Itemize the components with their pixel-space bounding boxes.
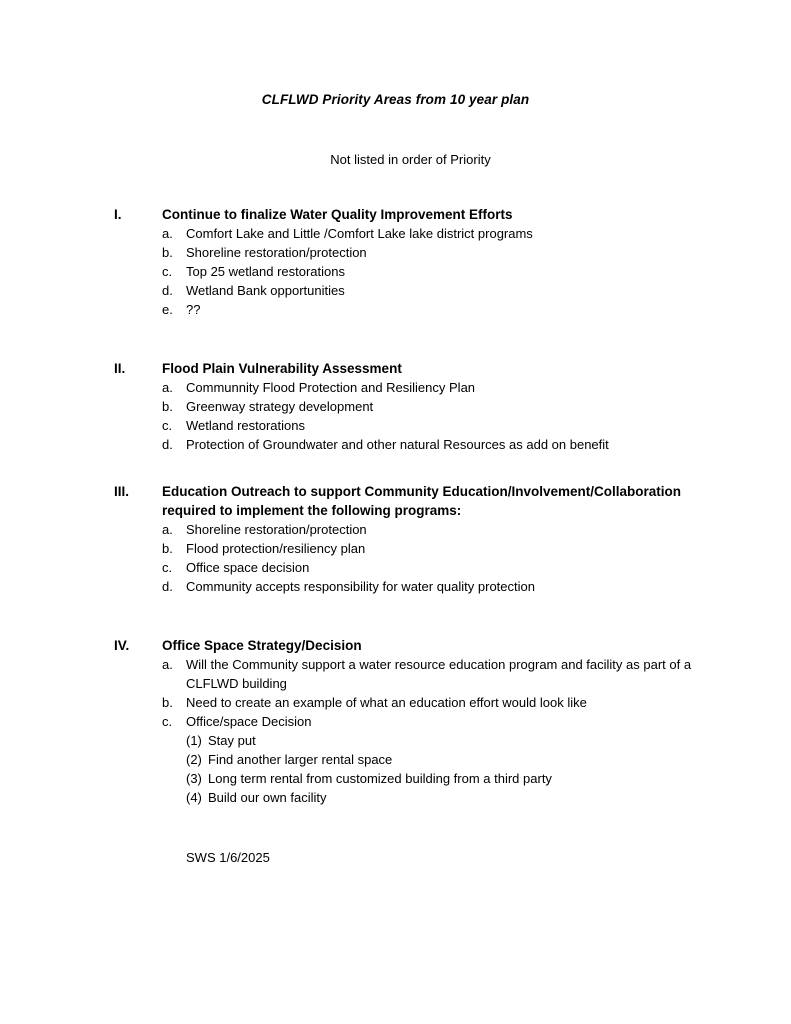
list-item-label: Comfort Lake and Little /Comfort Lake lake district programs [186,226,533,241]
list-item-marker: a. [162,657,173,672]
list-item [0,224,791,243]
list-item [0,655,791,693]
section-title: Flood Plain Vulnerability Assessment [162,361,402,376]
sub-list-item-label: Find another larger rental space [208,752,393,767]
sub-list-item-label: Long term rental from customized building from a third party [208,771,552,786]
list-item [0,397,791,416]
section-3 [0,482,791,596]
list-item-marker: a. [162,380,173,395]
section-heading [0,359,791,378]
list-item [0,262,791,281]
list-item-marker: a. [162,522,173,537]
sub-list-item-marker: (1) [186,733,202,748]
list-item-label: Office/space Decision [186,714,312,729]
section-2 [0,359,791,454]
list-item-label: Wetland Bank opportunities [186,283,345,298]
list-item-marker: c. [162,714,173,729]
list-item-marker: e. [162,302,173,317]
list-item-label: Need to create an example of what an education effort would look like [186,695,587,710]
list-item-marker: b. [162,245,173,260]
list-item-label: Flood protection/resiliency plan [186,541,366,556]
list-item [0,539,791,558]
section-title: Education Outreach to support Community Education/Involvement/Collaboration required to implement the following programs: [162,484,682,518]
page-subtitle: Not listed in order of Priority [330,152,491,167]
list-item-label: Communnity Flood Protection and Resiliency Plan [186,380,476,395]
list-item-label: Community accepts responsibility for water quality protection [186,579,535,594]
sub-list-item [0,731,791,750]
list-item-label: Greenway strategy development [186,399,374,414]
list-item-marker: d. [162,437,173,452]
section-title: Office Space Strategy/Decision [162,638,362,653]
section-title: Continue to finalize Water Quality Improvement Efforts [162,207,513,222]
section-spacer [0,319,791,359]
list-item [0,558,791,577]
list-item-label: Shoreline restoration/protection [186,522,367,537]
sub-list-item-marker: (2) [186,752,202,767]
document-body [0,205,791,807]
list-item-marker: c. [162,560,173,575]
list-item-label: Top 25 wetland restorations [186,264,345,279]
list-item-marker: d. [162,579,173,594]
section-heading [0,205,791,224]
list-item [0,243,791,262]
list-item-marker: c. [162,264,173,279]
list-item [0,577,791,596]
list-item [0,378,791,397]
sub-list-item-label: Build our own facility [208,790,327,805]
section-heading [0,482,791,520]
list-item-label: ?? [186,302,201,317]
section-number: II. [114,361,126,376]
section-4 [0,636,791,807]
section-1 [0,205,791,319]
sub-list-item-marker: (4) [186,790,202,805]
list-item [0,281,791,300]
list-item-marker: b. [162,399,173,414]
section-item-list [0,378,791,454]
list-item-marker: b. [162,541,173,556]
list-item [0,300,791,319]
page-title: CLFLWD Priority Areas from 10 year plan [261,92,530,107]
section-spacer [0,596,791,636]
sub-list-item-marker: (3) [186,771,202,786]
list-item-marker: a. [162,226,173,241]
list-item [0,416,791,435]
sub-list-item [0,750,791,769]
signature-note: SWS 1/6/2025 [186,850,270,865]
list-item-label: Office space decision [186,560,310,575]
list-item-label: Will the Community support a water resource education program and facility as part of a CLFLWD building [186,657,692,691]
section-item-list [0,224,791,319]
section-number: IV. [114,638,130,653]
section-heading [0,636,791,655]
list-item [0,520,791,539]
section-number: III. [114,484,130,499]
section-item-list [0,520,791,596]
sub-list-item [0,769,791,788]
list-item-label: Wetland restorations [186,418,305,433]
section-spacer [0,454,791,482]
list-item-label: Protection of Groundwater and other natural Resources as add on benefit [186,437,609,452]
sub-item-list [0,731,791,807]
list-item-marker: c. [162,418,173,433]
list-item [0,712,791,731]
list-item [0,435,791,454]
list-item [0,693,791,712]
sub-list-item [0,788,791,807]
list-item-marker: b. [162,695,173,710]
section-number: I. [114,207,122,222]
list-item-marker: d. [162,283,173,298]
list-item-label: Shoreline restoration/protection [186,245,367,260]
sub-list-item-label: Stay put [208,733,256,748]
section-item-list [0,655,791,731]
